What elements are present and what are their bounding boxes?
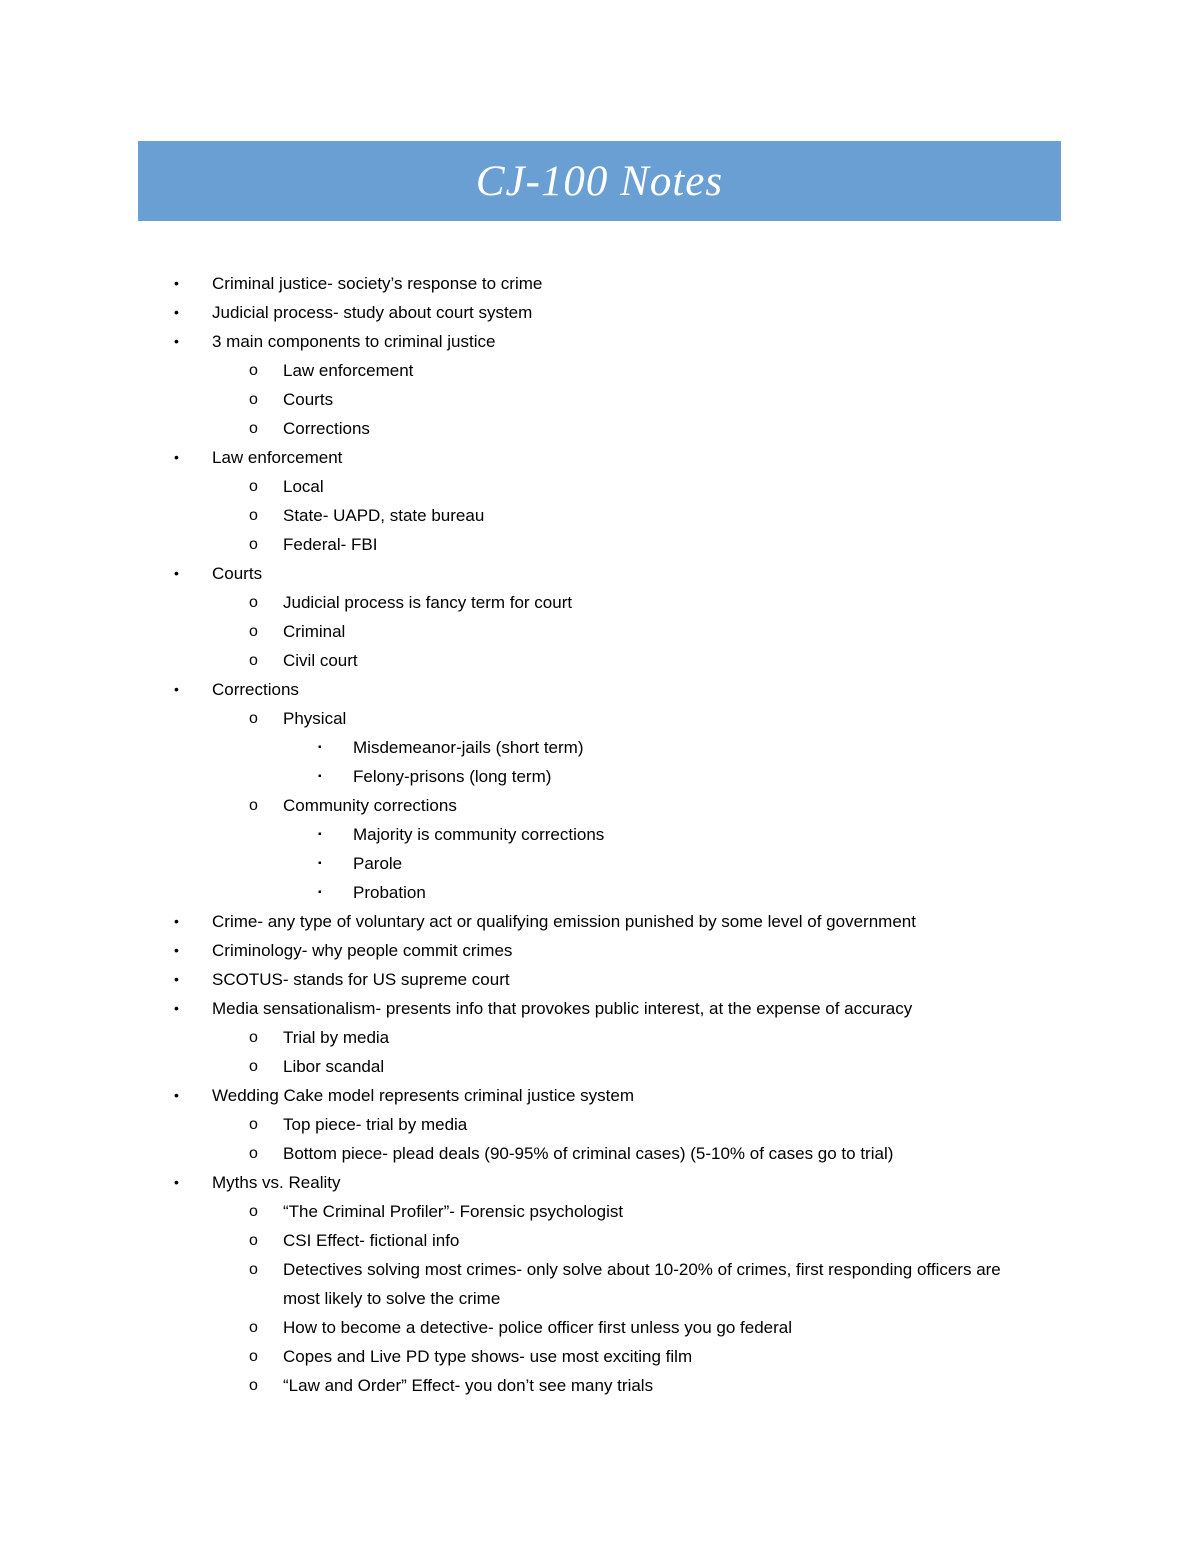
bullet-marker-icon: ▪ — [318, 887, 322, 898]
bullet-marker-icon: ▪ — [318, 858, 322, 869]
bullet-marker-icon: ▪ — [318, 742, 322, 753]
list-item — [0, 414, 1200, 443]
list-item-text: Criminal — [283, 622, 346, 641]
list-item-text: Law enforcement — [212, 448, 343, 467]
list-item — [0, 443, 1200, 472]
bullet-marker-icon: • — [174, 1087, 179, 1103]
bullet-marker-icon: o — [249, 507, 258, 524]
list-item-text: Myths vs. Reality — [212, 1173, 341, 1192]
bullet-marker-icon: • — [174, 275, 179, 291]
list-item-text: Copes and Live PD type shows- use most exciting film — [283, 1347, 693, 1366]
list-item — [0, 791, 1200, 820]
list-item-text: State- UAPD, state bureau — [283, 506, 485, 525]
list-item — [0, 849, 1200, 878]
list-item-text: 3 main components to criminal justice — [212, 332, 496, 351]
list-item-text: Physical — [283, 709, 347, 728]
list-item — [0, 1197, 1200, 1226]
list-item-text: Criminal justice- society’s response to crime — [212, 274, 543, 293]
bullet-marker-icon: o — [249, 652, 258, 669]
list-item — [0, 501, 1200, 530]
bullet-marker-icon: o — [249, 1261, 258, 1278]
bullet-marker-icon: o — [249, 1232, 258, 1249]
list-item — [0, 559, 1200, 588]
bullet-marker-icon: o — [249, 1319, 258, 1336]
list-item-text: “Law and Order” Effect- you don’t see many trials — [283, 1376, 654, 1395]
list-item-text: Judicial process is fancy term for court — [283, 593, 573, 612]
list-item — [0, 1313, 1200, 1342]
list-item — [0, 1371, 1200, 1400]
bullet-marker-icon: ▪ — [318, 829, 322, 840]
list-item-text: Community corrections — [283, 796, 457, 815]
list-item-text: Crime- any type of voluntary act or qualifying emission punished by some level of government — [212, 912, 916, 931]
list-item — [0, 1081, 1200, 1110]
list-item — [0, 820, 1200, 849]
list-item-text: Courts — [212, 564, 263, 583]
list-item — [0, 327, 1200, 356]
list-item-text: SCOTUS- stands for US supreme court — [212, 970, 510, 989]
bullet-marker-icon: o — [249, 1058, 258, 1075]
bullet-marker-icon: • — [174, 304, 179, 320]
list-item — [0, 1342, 1200, 1371]
document-title: CJ-100 Notes — [475, 157, 724, 205]
notes-list — [0, 269, 1200, 1400]
bullet-marker-icon: o — [249, 1348, 258, 1365]
list-item-text: CSI Effect- fictional info — [283, 1231, 460, 1250]
list-item — [0, 472, 1200, 501]
list-item — [0, 1255, 1200, 1284]
bullet-marker-icon: • — [174, 333, 179, 349]
list-item-text: Probation — [353, 883, 426, 902]
bullet-marker-icon: • — [174, 1000, 179, 1016]
list-item — [0, 994, 1200, 1023]
list-item — [0, 936, 1200, 965]
bullet-marker-icon: o — [249, 1203, 258, 1220]
list-item — [0, 356, 1200, 385]
list-item — [0, 530, 1200, 559]
bullet-marker-icon: • — [174, 913, 179, 929]
bullet-marker-icon: o — [249, 362, 258, 379]
list-item — [0, 1139, 1200, 1168]
list-item — [0, 878, 1200, 907]
list-item-text: Civil court — [283, 651, 358, 670]
bullet-marker-icon: o — [249, 710, 258, 727]
bullet-marker-icon: o — [249, 1377, 258, 1394]
bullet-marker-icon: ▪ — [318, 771, 322, 782]
list-item — [0, 646, 1200, 675]
bullet-marker-icon: • — [174, 971, 179, 987]
bullet-marker-icon: o — [249, 420, 258, 437]
list-item-text: Corrections — [283, 419, 370, 438]
list-item — [0, 617, 1200, 646]
list-item-text: Law enforcement — [283, 361, 414, 380]
list-item — [0, 588, 1200, 617]
list-item-text: Detectives solving most crimes- only solve about 10-20% of crimes, first responding officers are — [283, 1260, 1001, 1279]
list-item-text: Judicial process- study about court system — [212, 303, 533, 322]
list-item-text: Top piece- trial by media — [283, 1115, 468, 1134]
list-item — [0, 733, 1200, 762]
list-item-text: Libor scandal — [283, 1057, 385, 1076]
list-item — [0, 704, 1200, 733]
list-item-text: Misdemeanor-jails (short term) — [353, 738, 584, 757]
list-item-text: Criminology- why people commit crimes — [212, 941, 513, 960]
list-item — [0, 1168, 1200, 1197]
bullet-marker-icon: • — [174, 1174, 179, 1190]
list-item — [0, 1052, 1200, 1081]
title-banner — [138, 141, 1061, 221]
list-item-text: Wedding Cake model represents criminal justice system — [212, 1086, 635, 1105]
list-item — [0, 907, 1200, 936]
bullet-marker-icon: • — [174, 942, 179, 958]
bullet-marker-icon: o — [249, 536, 258, 553]
bullet-marker-icon: o — [249, 391, 258, 408]
list-item-text: Parole — [353, 854, 403, 873]
bullet-marker-icon: o — [249, 1029, 258, 1046]
bullet-marker-icon: • — [174, 681, 179, 697]
list-item — [0, 298, 1200, 327]
bullet-marker-icon: o — [249, 1116, 258, 1133]
list-item-text: Trial by media — [283, 1028, 390, 1047]
list-item-text: Federal- FBI — [283, 535, 378, 554]
list-item-text: Media sensationalism- presents info that provokes public interest, at the expense of accuracy — [212, 999, 913, 1018]
list-item — [0, 1284, 1200, 1313]
list-item — [0, 762, 1200, 791]
bullet-marker-icon: • — [174, 449, 179, 465]
list-item — [0, 1023, 1200, 1052]
bullet-marker-icon: o — [249, 478, 258, 495]
bullet-marker-icon: o — [249, 594, 258, 611]
list-item — [0, 675, 1200, 704]
list-item-text: Local — [283, 477, 324, 496]
list-item-text: Majority is community corrections — [353, 825, 605, 844]
list-item-text: Bottom piece- plead deals (90-95% of criminal cases) (5-10% of cases go to trial) — [283, 1144, 894, 1163]
list-item-text: Felony-prisons (long term) — [353, 767, 552, 786]
list-item-text: “The Criminal Profiler”- Forensic psychologist — [283, 1202, 624, 1221]
list-item-text: Corrections — [212, 680, 299, 699]
list-item — [0, 965, 1200, 994]
bullet-marker-icon: o — [249, 1145, 258, 1162]
list-item — [0, 1110, 1200, 1139]
list-item-text: Courts — [283, 390, 334, 409]
list-item-text: How to become a detective- police officer first unless you go federal — [283, 1318, 793, 1337]
list-item-text: most likely to solve the crime — [283, 1289, 501, 1308]
bullet-marker-icon: o — [249, 797, 258, 814]
list-item — [0, 269, 1200, 298]
bullet-marker-icon: • — [174, 565, 179, 581]
list-item — [0, 1226, 1200, 1255]
bullet-marker-icon: o — [249, 623, 258, 640]
list-item — [0, 385, 1200, 414]
